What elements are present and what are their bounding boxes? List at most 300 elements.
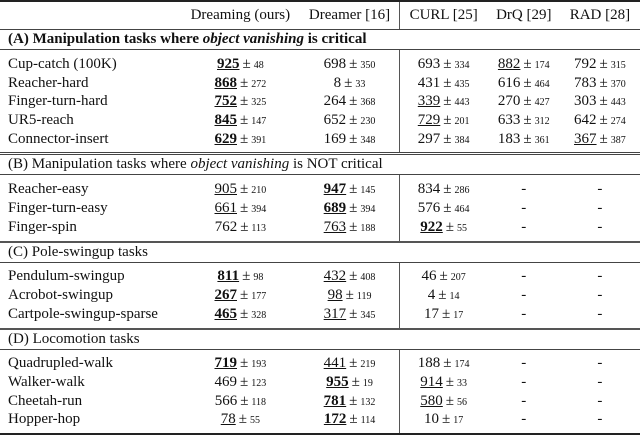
- score-mean: 792: [574, 55, 597, 72]
- plus-minus: ±: [443, 130, 452, 147]
- score-cell: [180, 74, 300, 93]
- score-cell: [488, 286, 560, 305]
- score-std: 132: [360, 396, 376, 408]
- score-cell: [300, 373, 399, 392]
- plus-minus: ±: [344, 74, 353, 91]
- score-std: 55: [457, 222, 468, 234]
- score-std: 98: [253, 272, 264, 284]
- plus-minus: ±: [442, 411, 451, 428]
- header-row: [0, 1, 640, 30]
- score-std: 118: [251, 396, 267, 408]
- score-mean: 303: [574, 93, 597, 110]
- section-title: [0, 329, 640, 350]
- column-header: CURL [25]: [399, 1, 488, 30]
- score-cell: [399, 130, 488, 154]
- plus-minus: ±: [349, 268, 358, 285]
- column-header: Dreamer [16]: [300, 1, 399, 30]
- score-mean: 925: [217, 55, 240, 72]
- score-mean: 297: [417, 130, 441, 147]
- plus-minus: ±: [523, 111, 532, 128]
- score-mean: 868: [214, 74, 237, 91]
- score-cell: [560, 92, 640, 111]
- task-name: Quadrupled-walk: [8, 355, 113, 372]
- plus-minus: ±: [240, 181, 249, 198]
- score-cell: [300, 218, 399, 242]
- score-std: 113: [251, 222, 267, 234]
- section-title-text: (B) Manipulation tasks where: [8, 156, 191, 173]
- score-std: 219: [360, 359, 376, 371]
- score-mean: -: [521, 181, 527, 198]
- table-row: [0, 92, 640, 111]
- plus-minus: ±: [240, 93, 249, 110]
- plus-minus: ±: [523, 74, 532, 91]
- plus-minus: ±: [599, 130, 608, 147]
- plus-minus: ±: [443, 199, 452, 216]
- plus-minus: ±: [443, 181, 452, 198]
- score-std: 177: [251, 291, 267, 303]
- score-cell: [300, 262, 399, 286]
- score-std: 443: [610, 97, 626, 109]
- table-row: [0, 286, 640, 305]
- score-cell: [488, 392, 560, 411]
- score-cell: [180, 111, 300, 130]
- score-mean: -: [597, 305, 603, 322]
- score-std: 350: [360, 59, 376, 71]
- score-cell: [560, 130, 640, 154]
- score-mean: 580: [420, 392, 443, 409]
- score-std: 19: [362, 378, 373, 390]
- plus-minus: ±: [523, 93, 532, 110]
- score-std: 408: [360, 272, 376, 284]
- score-mean: 469: [214, 374, 237, 391]
- score-std: 274: [610, 115, 626, 127]
- plus-minus: ±: [599, 93, 608, 110]
- score-mean: 689: [323, 199, 347, 216]
- table-row: [0, 305, 640, 329]
- score-mean: 188: [417, 355, 441, 372]
- score-std: 147: [251, 115, 267, 127]
- score-cell: [300, 199, 399, 218]
- task-name: Finger-turn-easy: [8, 199, 108, 216]
- score-mean: -: [521, 287, 527, 304]
- section-title: [0, 30, 640, 50]
- score-std: 464: [454, 203, 470, 215]
- score-cell: [180, 130, 300, 154]
- score-cell: [488, 373, 560, 392]
- score-mean: 465: [214, 305, 237, 322]
- table-row: [0, 111, 640, 130]
- score-cell: [300, 50, 399, 74]
- score-cell: [180, 305, 300, 329]
- score-cell: [488, 111, 560, 130]
- score-std: 201: [454, 115, 470, 127]
- score-cell: [180, 199, 300, 218]
- score-cell: [560, 199, 640, 218]
- score-std: 17: [453, 415, 464, 427]
- plus-minus: ±: [445, 374, 455, 391]
- score-cell: [560, 411, 640, 435]
- score-cell: [180, 175, 300, 199]
- score-cell: [300, 411, 399, 435]
- score-mean: -: [597, 218, 603, 235]
- task-name: Reacher-easy: [8, 181, 89, 198]
- score-cell: [488, 305, 560, 329]
- score-mean: 339: [417, 93, 441, 110]
- table-row: [0, 130, 640, 154]
- score-mean: 834: [417, 181, 441, 198]
- score-mean: 566: [214, 392, 238, 409]
- plus-minus: ±: [443, 355, 452, 372]
- score-mean: 781: [323, 392, 347, 409]
- score-mean: -: [521, 199, 527, 216]
- score-cell: [399, 50, 488, 74]
- score-cell: [399, 218, 488, 242]
- score-mean: 46: [421, 268, 437, 285]
- column-header: [0, 1, 180, 30]
- score-std: 387: [610, 134, 626, 146]
- plus-minus: ±: [445, 218, 455, 235]
- score-mean: -: [521, 374, 527, 391]
- score-std: 345: [360, 309, 376, 321]
- plus-minus: ±: [242, 268, 251, 285]
- plus-minus: ±: [443, 55, 452, 72]
- score-std: 427: [534, 97, 550, 109]
- score-cell: [488, 175, 560, 199]
- score-cell: [399, 92, 488, 111]
- score-mean: 811: [217, 268, 240, 285]
- table-row: [0, 262, 640, 286]
- score-mean: 431: [417, 74, 441, 91]
- table-row: [0, 199, 640, 218]
- table-row: [0, 50, 640, 74]
- score-cell: [300, 74, 399, 93]
- score-mean: 882: [497, 55, 521, 72]
- score-cell: [399, 392, 488, 411]
- score-mean: 576: [417, 199, 441, 216]
- score-mean: 317: [323, 305, 347, 322]
- score-cell: [300, 92, 399, 111]
- plus-minus: ±: [238, 411, 247, 428]
- score-cell: [560, 50, 640, 74]
- column-header: DrQ [29]: [488, 1, 560, 30]
- score-cell: [300, 286, 399, 305]
- table-row: [0, 74, 640, 93]
- score-mean: 698: [323, 55, 347, 72]
- plus-minus: ±: [438, 287, 447, 304]
- score-cell: [180, 349, 300, 373]
- score-std: 435: [454, 78, 470, 90]
- section-title-text: is critical: [304, 31, 367, 47]
- score-std: 384: [454, 134, 470, 146]
- score-mean: 661: [214, 199, 237, 216]
- table-row: [0, 373, 640, 392]
- plus-minus: ±: [443, 93, 452, 110]
- score-mean: 629: [214, 130, 237, 147]
- score-std: 145: [360, 185, 376, 197]
- score-cell: [300, 130, 399, 154]
- score-mean: 367: [574, 130, 597, 147]
- section-title: [0, 154, 640, 175]
- score-mean: -: [521, 305, 527, 322]
- score-std: 334: [454, 59, 470, 71]
- task-name: Reacher-hard: [8, 74, 89, 91]
- score-std: 55: [249, 415, 260, 427]
- score-cell: [300, 111, 399, 130]
- section-title-text: (A) Manipulation tasks where: [8, 31, 203, 47]
- score-std: 272: [251, 78, 267, 90]
- score-cell: [399, 175, 488, 199]
- task-name: Cup-catch (100K): [8, 55, 117, 72]
- score-cell: [399, 111, 488, 130]
- score-std: 174: [534, 59, 550, 71]
- score-mean: 783: [574, 74, 597, 91]
- plus-minus: ±: [351, 374, 360, 391]
- score-mean: 616: [497, 74, 521, 91]
- score-std: 394: [251, 203, 267, 215]
- score-mean: -: [521, 218, 527, 235]
- score-std: 325: [251, 97, 267, 109]
- score-mean: -: [597, 392, 603, 409]
- plus-minus: ±: [349, 305, 358, 322]
- table-row: [0, 411, 640, 435]
- score-cell: [300, 305, 399, 329]
- score-std: 207: [450, 272, 466, 284]
- plus-minus: ±: [599, 55, 608, 72]
- plus-minus: ±: [240, 130, 249, 147]
- task-name: Finger-spin: [0, 218, 180, 242]
- score-mean: 729: [417, 111, 441, 128]
- column-header: RAD [28]: [560, 1, 640, 30]
- score-std: 14: [449, 291, 460, 303]
- score-std: 348: [360, 134, 376, 146]
- score-mean: -: [521, 355, 527, 372]
- section-header: [0, 329, 640, 350]
- task-name: Acrobot-swingup: [8, 287, 113, 304]
- score-mean: -: [597, 287, 603, 304]
- score-cell: [488, 50, 560, 74]
- score-mean: -: [521, 268, 527, 285]
- score-cell: [399, 411, 488, 435]
- score-std: 361: [534, 134, 550, 146]
- section-title: [0, 242, 640, 263]
- score-mean: -: [597, 181, 603, 198]
- score-std: 119: [356, 291, 372, 303]
- plus-minus: ±: [349, 355, 358, 372]
- plus-minus: ±: [240, 199, 249, 216]
- score-cell: [180, 218, 300, 242]
- plus-minus: ±: [599, 74, 608, 91]
- score-mean: 845: [214, 111, 237, 128]
- score-mean: 4: [427, 287, 436, 304]
- score-mean: 172: [323, 411, 347, 428]
- score-std: 33: [457, 378, 468, 390]
- score-cell: [300, 349, 399, 373]
- score-mean: 441: [323, 355, 347, 372]
- score-cell: [180, 392, 300, 411]
- score-cell: [488, 74, 560, 93]
- score-mean: 642: [574, 111, 597, 128]
- score-std: 123: [251, 378, 267, 390]
- score-cell: [560, 218, 640, 242]
- plus-minus: ±: [443, 74, 452, 91]
- score-cell: [399, 199, 488, 218]
- score-mean: -: [597, 199, 603, 216]
- score-cell: [399, 305, 488, 329]
- score-cell: [560, 349, 640, 373]
- score-mean: 693: [417, 55, 441, 72]
- score-mean: 922: [420, 218, 443, 235]
- plus-minus: ±: [240, 287, 249, 304]
- score-mean: -: [597, 355, 603, 372]
- plus-minus: ±: [349, 111, 358, 128]
- plus-minus: ±: [240, 305, 249, 322]
- score-std: 174: [454, 359, 470, 371]
- task-name: Cartpole-swingup-sparse: [0, 305, 180, 329]
- section-title-text: (D) Locomotion tasks: [8, 330, 140, 347]
- score-mean: 914: [420, 374, 443, 391]
- score-mean: 169: [323, 130, 347, 147]
- score-cell: [180, 411, 300, 435]
- score-mean: 763: [323, 218, 347, 235]
- score-cell: [180, 373, 300, 392]
- score-mean: 267: [214, 287, 237, 304]
- score-cell: [399, 74, 488, 93]
- plus-minus: ±: [345, 287, 354, 304]
- score-cell: [488, 130, 560, 154]
- score-cell: [488, 218, 560, 242]
- score-cell: [180, 262, 300, 286]
- plus-minus: ±: [443, 111, 452, 128]
- score-mean: 432: [323, 268, 347, 285]
- score-mean: 17: [424, 305, 440, 322]
- section-title-text: is NOT critical: [289, 156, 383, 173]
- table-row: [0, 218, 640, 242]
- column-header: Dreaming (ours): [180, 1, 300, 30]
- plus-minus: ±: [349, 181, 358, 198]
- score-std: 210: [251, 185, 267, 197]
- table-row: [0, 392, 640, 411]
- score-std: 328: [251, 309, 267, 321]
- score-cell: [300, 392, 399, 411]
- score-cell: [180, 50, 300, 74]
- score-std: 394: [360, 203, 376, 215]
- score-cell: [560, 305, 640, 329]
- score-mean: 10: [424, 411, 440, 428]
- plus-minus: ±: [349, 411, 358, 428]
- score-std: 33: [355, 78, 366, 90]
- plus-minus: ±: [240, 218, 249, 235]
- score-std: 443: [454, 97, 470, 109]
- plus-minus: ±: [442, 305, 451, 322]
- plus-minus: ±: [349, 392, 358, 409]
- task-name: Finger-turn-hard: [8, 93, 108, 110]
- score-mean: -: [597, 268, 603, 285]
- score-mean: 8: [333, 74, 342, 91]
- score-std: 230: [360, 115, 376, 127]
- task-name: Connector-insert: [0, 130, 180, 154]
- plus-minus: ±: [240, 355, 249, 372]
- score-cell: [560, 175, 640, 199]
- plus-minus: ±: [240, 392, 249, 409]
- score-std: 464: [534, 78, 550, 90]
- score-mean: -: [597, 411, 603, 428]
- plus-minus: ±: [240, 111, 249, 128]
- score-std: 188: [360, 222, 376, 234]
- plus-minus: ±: [599, 111, 608, 128]
- score-cell: [488, 92, 560, 111]
- score-cell: [399, 373, 488, 392]
- score-std: 114: [360, 415, 376, 427]
- score-mean: 183: [497, 130, 521, 147]
- plus-minus: ±: [349, 55, 358, 72]
- score-cell: [560, 111, 640, 130]
- plus-minus: ±: [349, 130, 358, 147]
- score-mean: 947: [323, 181, 347, 198]
- score-std: 312: [534, 115, 550, 127]
- score-std: 368: [360, 97, 376, 109]
- table-row: [0, 175, 640, 199]
- score-std: 286: [454, 185, 470, 197]
- score-cell: [488, 199, 560, 218]
- task-name: Walker-walk: [8, 374, 85, 391]
- score-cell: [399, 262, 488, 286]
- score-cell: [180, 92, 300, 111]
- score-mean: 719: [214, 355, 237, 372]
- score-mean: 955: [326, 374, 349, 391]
- plus-minus: ±: [523, 130, 532, 147]
- score-cell: [180, 286, 300, 305]
- section-title-text: (C) Pole-swingup tasks: [8, 243, 148, 260]
- score-cell: [488, 411, 560, 435]
- task-name: Pendulum-swingup: [8, 268, 125, 285]
- table-row: [0, 349, 640, 373]
- score-mean: -: [521, 411, 527, 428]
- score-mean: 762: [214, 218, 238, 235]
- section-header: [0, 242, 640, 263]
- score-std: 391: [251, 134, 267, 146]
- score-cell: [488, 349, 560, 373]
- plus-minus: ±: [349, 93, 358, 110]
- plus-minus: ±: [349, 218, 358, 235]
- task-name: Cheetah-run: [8, 392, 83, 409]
- score-mean: -: [521, 392, 527, 409]
- score-cell: [560, 74, 640, 93]
- score-mean: 264: [323, 93, 347, 110]
- score-std: 17: [453, 309, 464, 321]
- plus-minus: ±: [349, 199, 358, 216]
- score-std: 48: [253, 59, 264, 71]
- section-header: [0, 30, 640, 50]
- task-name: Hopper-hop: [0, 411, 180, 435]
- score-cell: [560, 262, 640, 286]
- section-title-emphasis: object vanishing: [202, 31, 305, 47]
- score-mean: 752: [214, 93, 237, 110]
- plus-minus: ±: [445, 392, 455, 409]
- score-cell: [560, 392, 640, 411]
- score-mean: 270: [497, 93, 521, 110]
- plus-minus: ±: [240, 74, 249, 91]
- score-mean: 78: [220, 411, 236, 428]
- score-std: 193: [251, 359, 267, 371]
- score-cell: [560, 373, 640, 392]
- section-title-emphasis: object vanishing: [190, 156, 290, 173]
- score-mean: 905: [214, 181, 237, 198]
- score-mean: 98: [327, 287, 343, 304]
- score-mean: -: [597, 374, 603, 391]
- task-name: UR5-reach: [8, 111, 74, 128]
- plus-minus: ±: [523, 55, 532, 72]
- score-cell: [399, 286, 488, 305]
